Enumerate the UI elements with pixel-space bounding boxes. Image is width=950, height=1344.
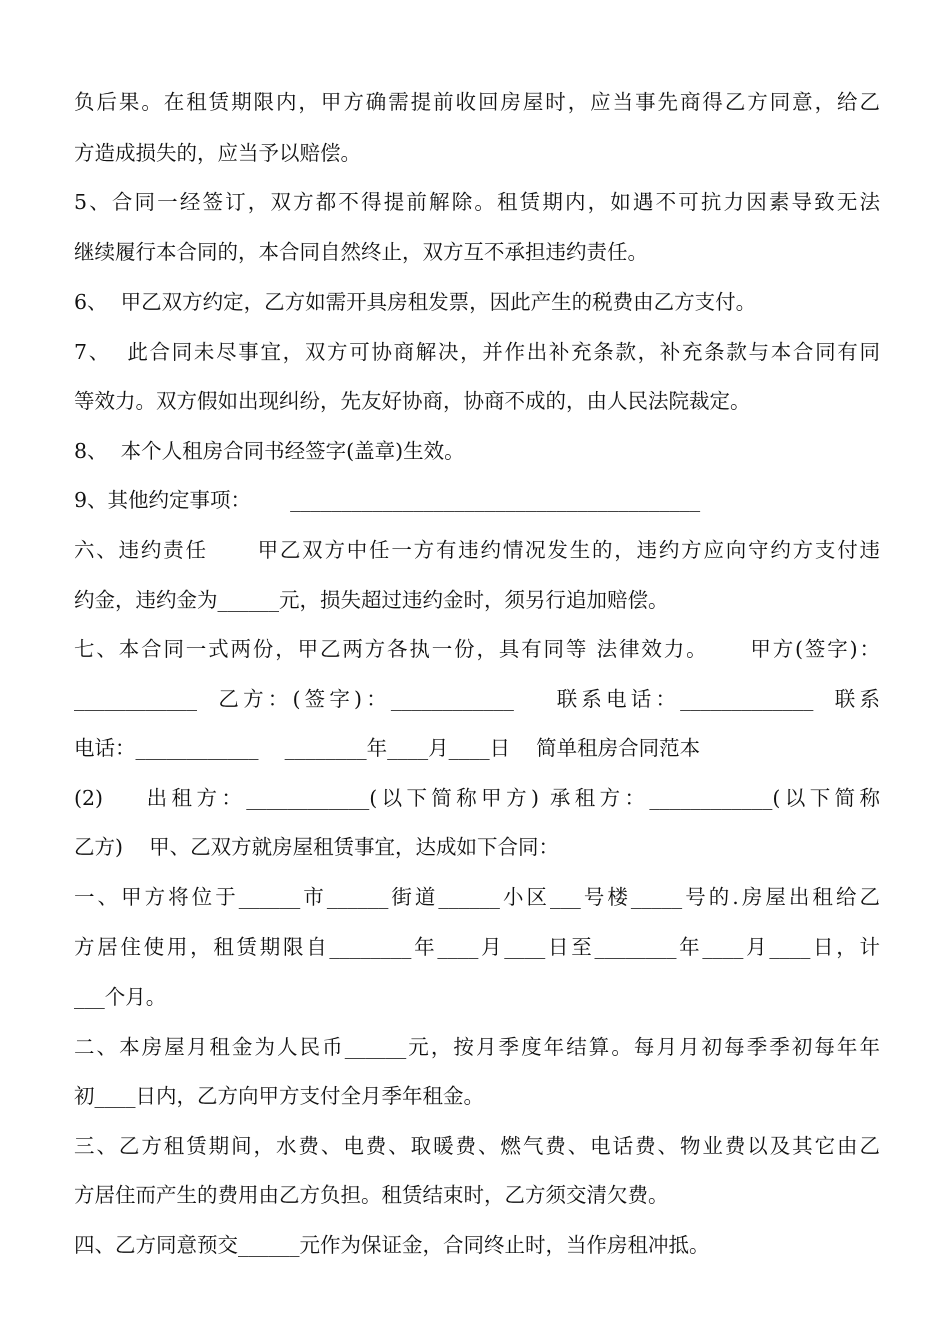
text-line: 方造成损失的，应当予以赔偿。 bbox=[74, 141, 361, 165]
text-line: 方居住使用，租赁期限自________年____月____日至________年____月____日，计 bbox=[74, 935, 880, 959]
text-line: 二、本房屋月租金为人民币______元，按月季度年结算。每月月初每季季初每年年 bbox=[74, 1035, 880, 1059]
text-line: 9、其他约定事项： ________________________________________ bbox=[74, 488, 701, 512]
text-line: 约金，违约金为______元，损失超过违约金时，须另行追加赔偿。 bbox=[74, 588, 669, 612]
text-line: 六、违约责任 甲乙双方中任一方有违约情况发生的，违约方应向守约方支付违 bbox=[74, 538, 880, 562]
text-line: 一、甲方将位于______市______街道______小区___号楼_____号的.房屋出租给乙 bbox=[74, 885, 880, 909]
text-line: ____________ 乙方：(签字)：____________ 联系电话：_____________ 联系 bbox=[74, 687, 880, 711]
text-line: 6、 甲乙双方约定，乙方如需开具房租发票，因此产生的税费由乙方支付。 bbox=[74, 290, 757, 314]
text-line: 继续履行本合同的，本合同自然终止，双方互不承担违约责任。 bbox=[74, 240, 648, 264]
text-line: 四、乙方同意预交______元作为保证金，合同终止时，当作房租冲抵。 bbox=[74, 1233, 710, 1257]
text-line: ___个月。 bbox=[74, 985, 167, 1009]
text-line: 七、本合同一式两份，甲乙两方各执一份，具有同等 法律效力。 甲方(签字)： bbox=[74, 637, 880, 661]
text-line: 负后果。在租赁期限内，甲方确需提前收回房屋时，应当事先商得乙方同意，给乙 bbox=[74, 90, 880, 114]
text-line: 7、 此合同未尽事宜，双方可协商解决，并作出补充条款，补充条款与本合同有同 bbox=[74, 340, 880, 364]
text-line: 8、 本个人租房合同书经签字(盖章)生效。 bbox=[74, 439, 465, 463]
text-line: 方居住而产生的费用由乙方负担。租赁结束时，乙方须交清欠费。 bbox=[74, 1183, 669, 1207]
text-line: 初____日内，乙方向甲方支付全月季年租金。 bbox=[74, 1084, 484, 1108]
text-line: 5、合同一经签订，双方都不得提前解除。租赁期内，如遇不可抗力因素导致无法 bbox=[74, 190, 880, 214]
text-line: 等效力。双方假如出现纠纷，先友好协商，协商不成的，由人民法院裁定。 bbox=[74, 389, 751, 413]
text-line: (2) 出租方：____________(以下简称甲方) 承租方：____________(以下简称 bbox=[74, 786, 880, 810]
text-line: 三、乙方租赁期间，水费、电费、取暖费、燃气费、电话费、物业费以及其它由乙 bbox=[74, 1134, 880, 1158]
text-line: 乙方) 甲、乙双方就房屋租赁事宜，达成如下合同： bbox=[74, 835, 560, 859]
text-line: 电话：____________ ________年____月____日 简单租房合同范本 bbox=[74, 736, 701, 760]
